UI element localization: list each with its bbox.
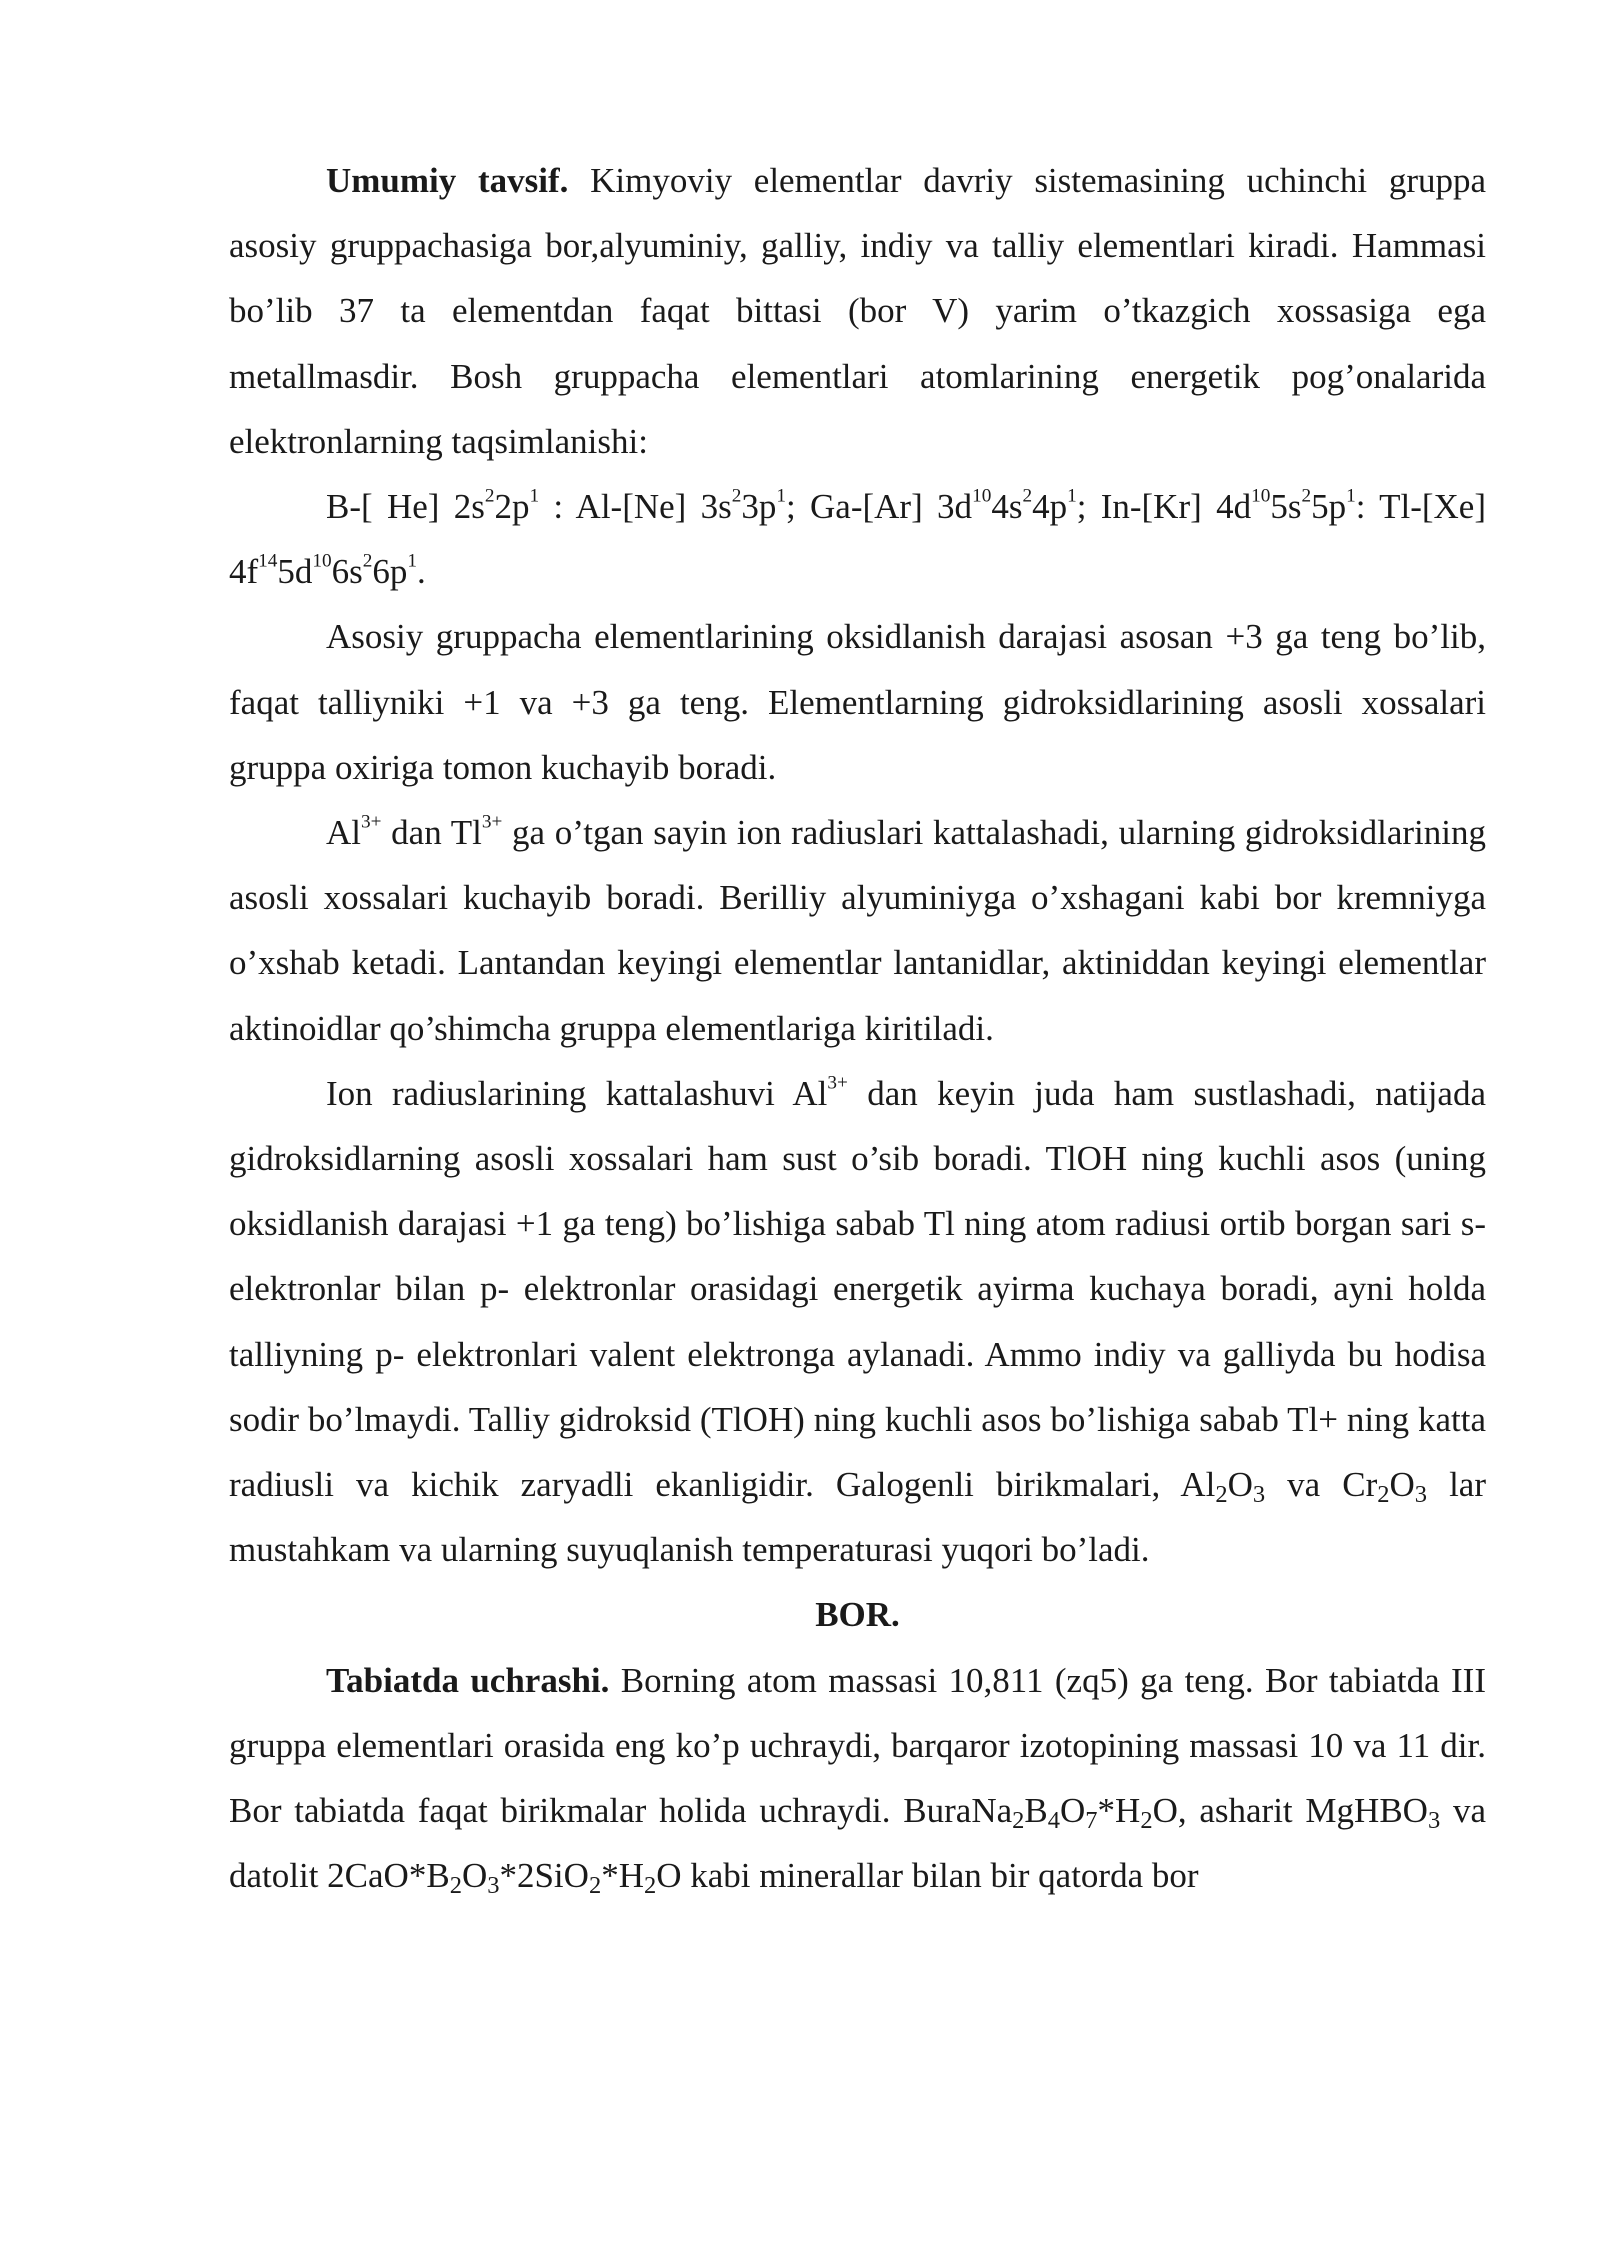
- paragraph-occurrence: [229, 1648, 1486, 1909]
- superscript: 1: [1346, 485, 1356, 507]
- text-run: Ion radiuslarining kattalashuvi Al: [326, 1073, 828, 1113]
- subscript: 2: [1377, 1481, 1390, 1509]
- subscript: 2: [1012, 1807, 1025, 1835]
- text-run: *2SiO: [499, 1856, 589, 1896]
- superscript: 1: [407, 550, 418, 572]
- text-run: 5d: [277, 552, 313, 592]
- superscript: 2: [1022, 485, 1033, 507]
- text-run: O, asharit MgHBO: [1152, 1791, 1428, 1831]
- subscript: 2: [1140, 1807, 1153, 1835]
- superscript: 2: [1301, 485, 1312, 507]
- text-run: .: [417, 552, 426, 592]
- paragraph-ion-radii: [229, 800, 1486, 1061]
- text-run: dan keyin juda ham sustlashadi, natijada gidroksidlarning asosli xossalari ham sust o’sib boradi. TlOH ning kuchli asos (uning oksidlanish darajasi +1 ga teng) bo’lishiga sabab Tl ning atom radiusi ortib borgan sari s- elektronlar bilan p- elektronlar orasidagi energetik ayirma kuchaya boradi, ayni holda talliyning p- elektronlari valent elektronga aylanadi. Ammo indiy va galliyda bu hodisa sodir bo’lmaydi. Talliy gidroksid (TlOH) ning kuchli asos bo’lishiga sabab Tl+ ning katta radiusli va kichik zaryadli ekanligidir. Galogenli birikmalari, Al: [229, 1073, 1486, 1505]
- text-run: O: [1060, 1791, 1086, 1831]
- text-run: 6s: [331, 552, 363, 592]
- paragraph-text: Kimyoviy elementlar davriy sistemasining uchinchi gruppa asosiy gruppachasiga bor,alyuminiy, galliy, indiy va talliy elementlari kiradi. Hammasi bo’lib 37 ta elementdan faqat bittasi (bor V) yarim o’tkazgich xossasiga ega metallmasdir. Bosh gruppacha elementlari atomlarining energetik pog’onalarida elektronlarning taqsimlanishi:: [229, 161, 1487, 461]
- text-run: 6p: [372, 552, 408, 592]
- text-run: B-[ He] 2s: [326, 487, 485, 527]
- superscript: 10: [1251, 485, 1271, 507]
- superscript: 1: [776, 485, 786, 507]
- text-run: va datolit 2CaO*B: [229, 1791, 1486, 1896]
- paragraph-lead: Umumiy tavsif.: [326, 161, 569, 200]
- text-run: dan Tl: [381, 813, 482, 853]
- text-run: : Tl-[Xe] 4f: [229, 487, 1486, 592]
- subscript: 2: [643, 1872, 657, 1900]
- subscript: 3: [487, 1872, 500, 1900]
- text-run: *H: [1097, 1791, 1141, 1831]
- subscript: 4: [1047, 1807, 1060, 1835]
- text-run: 5s: [1270, 487, 1302, 527]
- text-run: lar mustahkam va ularning suyuqlanish temperaturasi yuqori bo’ladi.: [229, 1465, 1486, 1570]
- superscript: 1: [529, 485, 540, 507]
- text-run: 4s: [991, 487, 1023, 527]
- subscript: 3: [1414, 1481, 1428, 1509]
- section-heading: BOR.: [815, 1595, 900, 1635]
- subscript: 2: [1215, 1481, 1228, 1509]
- text-run: : Al-[Ne] 3s: [539, 487, 732, 527]
- text-run: 2p: [494, 487, 530, 527]
- electron-configuration: [229, 474, 1486, 604]
- subscript: 3: [1427, 1807, 1441, 1835]
- text-run: O: [461, 1856, 488, 1896]
- superscript: 1: [1067, 485, 1077, 507]
- subscript: 2: [588, 1872, 602, 1900]
- paragraph-general-description: [229, 148, 1486, 474]
- document-page: [229, 148, 1486, 1908]
- superscript: 2: [731, 485, 742, 507]
- text-run: O: [1389, 1465, 1415, 1505]
- text-run: B: [1024, 1791, 1048, 1831]
- text-run: O: [1227, 1465, 1253, 1505]
- text-run: *H: [601, 1856, 644, 1896]
- superscript: 3+: [361, 811, 382, 833]
- superscript: 2: [362, 550, 373, 572]
- superscript: 3+: [481, 811, 503, 833]
- text-run: ; Ga-[Ar] 3d: [786, 487, 973, 527]
- superscript: 10: [972, 485, 992, 507]
- superscript: 2: [484, 485, 495, 507]
- text-run: Borning atom massasi 10,811 (zq5) ga teng. Bor tabiatda III gruppa elementlari orasida eng ko’p uchraydi, barqaror izotopining massasi 10 va 11 dir. Bor tabiatda faqat birikmalar holida uchraydi. BuraNa: [229, 1660, 1486, 1831]
- paragraph-lead: Tabiatda uchrashi.: [326, 1660, 610, 1700]
- text-run: 4p: [1032, 487, 1068, 527]
- text-run: va Cr: [1265, 1465, 1378, 1505]
- subscript: 7: [1085, 1807, 1098, 1835]
- paragraph-oxidation-states: Asosiy gruppacha elementlarining oksidlanish darajasi asosan +3 ga teng bo’lib, faqat talliyniki +1 va +3 ga teng. Elementlarning gidroksidlarining asosli xossalari gruppa oxiriga tomon kuchayib boradi.: [229, 617, 1486, 787]
- text-run: 5p: [1311, 487, 1347, 527]
- text-run: O kabi minerallar bilan bir qatorda bor: [656, 1856, 1199, 1896]
- subscript: 2: [449, 1872, 462, 1900]
- paragraph-hydroxides: [229, 1061, 1486, 1583]
- subscript: 3: [1252, 1481, 1266, 1509]
- text-run: Al: [326, 813, 361, 853]
- superscript: 14: [258, 550, 278, 572]
- superscript: 3+: [827, 1072, 848, 1094]
- text-run: ; In-[Kr] 4d: [1076, 487, 1252, 527]
- text-run: 3p: [741, 487, 777, 527]
- superscript: 10: [312, 550, 332, 572]
- text-run: ga o’tgan sayin ion radiuslari kattalashadi, ularning gidroksidlarining asosli xossalari kuchayib boradi. Berilliy alyuminiyga o’xshagani kabi bor kremniyga o’xshab ketadi. Lantandan keyingi elementlar lantanidlar, aktiniddan keyingi elementlar aktinoidlar qo’shimcha gruppa elementlariga kiritiladi.: [229, 813, 1486, 1048]
